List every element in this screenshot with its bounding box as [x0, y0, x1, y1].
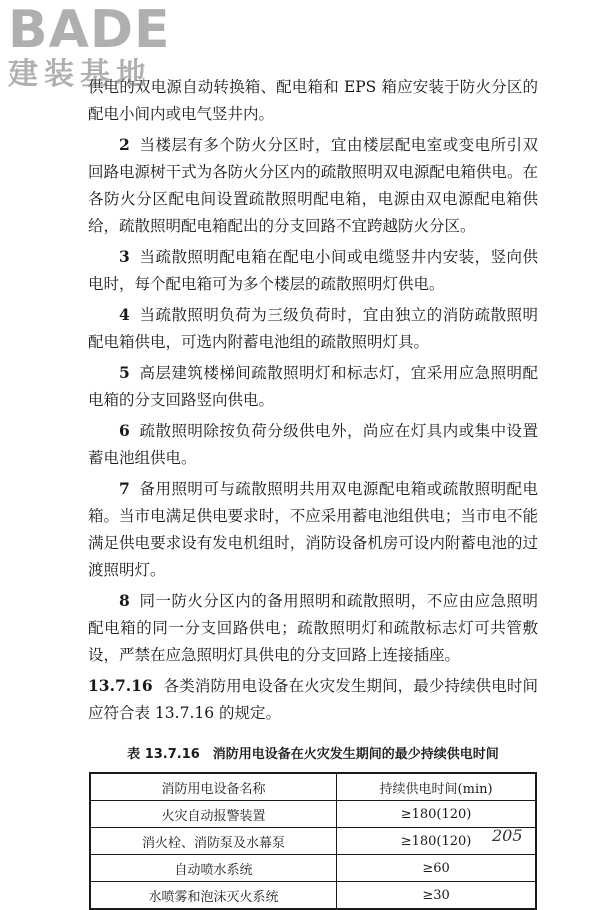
item-number: 6	[119, 421, 130, 440]
item-text: 当疏散照明配电箱在配电小间或电缆竖井内安装，竖向供电时，每个配电箱可为多个楼层的疏散照明灯供电。	[88, 248, 538, 293]
paragraph-item-2	[88, 131, 538, 240]
paragraph-continued: 供电的双电源自动转换箱、配电箱和 EPS 箱应安装于防火分区的配电小间内或电气竖井内。	[88, 78, 538, 123]
item-text: 当疏散照明负荷为三级负荷时，宜由独立的消防疏散照明配电箱供电，可选内附蓄电池组的疏散照明灯具。	[88, 306, 538, 351]
table-cell: 自动喷水系统	[90, 855, 337, 882]
clause-text: 各类消防用电设备在火灾发生期间，最少持续供电时间应符合表 13.7.16 的规定。	[88, 677, 538, 722]
table-cell: ≥30	[337, 882, 536, 910]
watermark-subtitle: 建装基地	[8, 57, 152, 92]
item-number: 8	[119, 591, 130, 610]
item-text: 同一防火分区内的备用照明和疏散照明，不应由应急照明配电箱的同一分支回路供电；疏散照明灯和疏散标志灯可共管敷设，严禁在应急照明灯具供电的分支回路上连接插座。	[88, 592, 538, 664]
paragraph-item-7	[88, 475, 538, 584]
item-number: 2	[119, 135, 130, 154]
paragraph-item-4	[88, 301, 538, 356]
table-header-cell: 持续供电时间(min)	[337, 773, 536, 801]
item-text: 疏散照明除按负荷分级供电外，尚应在灯具内或集中设置蓄电池组供电。	[88, 422, 538, 467]
table-cell: ≥60	[337, 855, 536, 882]
item-number: 7	[119, 479, 130, 498]
paragraph-item-5	[88, 359, 538, 414]
table-cell: ≥180(120)	[337, 801, 536, 828]
watermark-logo-text: BADE	[8, 0, 171, 60]
paragraph-item-6	[88, 417, 538, 472]
page-number: 205	[492, 826, 523, 845]
table-cell: ≥180(120)	[337, 828, 536, 855]
item-text: 高层建筑楼梯间疏散照明灯和标志灯，宜采用应急照明配电箱的分支回路竖向供电。	[88, 364, 538, 409]
table-cell: 火灾自动报警装置	[90, 801, 337, 828]
item-number: 5	[119, 363, 130, 382]
item-number: 4	[119, 305, 130, 324]
table-cell: 水喷雾和泡沫灭火系统	[90, 882, 337, 910]
clause-13-7-16	[88, 672, 538, 727]
table-row	[90, 855, 536, 882]
table-cell: 消火栓、消防泵及水幕泵	[90, 828, 337, 855]
table-title: 表 13.7.16 消防用电设备在火灾发生期间的最少持续供电时间	[127, 747, 499, 762]
item-number: 3	[119, 247, 130, 266]
item-text: 备用照明可与疏散照明共用双电源配电箱或疏散照明配电箱。当市电满足供电要求时，不应采用蓄电池组供电；当市电不能满足供电要求设有发电机组时，消防设备机房可设内附蓄电池的过渡照明灯。	[88, 480, 538, 579]
document-body	[88, 74, 538, 910]
paragraph-item-3	[88, 243, 538, 298]
clause-number: 13.7.16	[88, 676, 153, 695]
table-row	[90, 801, 536, 828]
table-row	[90, 882, 536, 910]
paragraph-item-8	[88, 587, 538, 669]
table-header-row	[90, 773, 536, 801]
power-duration-table	[89, 772, 537, 910]
item-text: 当楼层有多个防火分区时，宜由楼层配电室或变电所引双回路电源树干式为各防火分区内的疏散照明双电源配电箱供电。在各防火分区配电间设置疏散照明配电箱，电源由双电源配电箱供给，疏散照明配电箱配出的分支回路不宜跨越防火分区。	[88, 136, 538, 235]
table-header-cell: 消防用电设备名称	[90, 773, 337, 801]
table-row	[90, 828, 536, 855]
